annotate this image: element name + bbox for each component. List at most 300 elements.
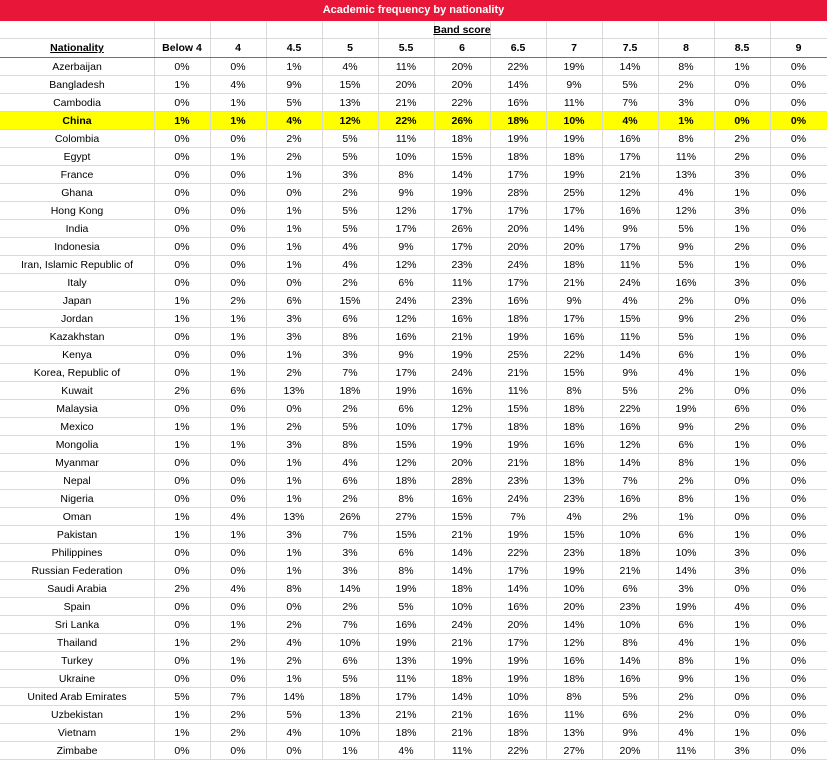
value-cell: 4% [678,727,694,739]
value-cell: 22% [563,349,585,361]
value-cell: 0% [230,277,246,289]
value-cell: 0% [230,601,246,613]
value-cell: 13% [563,727,585,739]
value-cell: 18% [563,673,585,685]
value-cell: 0% [790,223,807,235]
nationality-cell: Uzbekistan [51,709,103,721]
value-cell: 20% [451,457,473,469]
value-cell: 18% [395,727,417,739]
value-cell: 15% [451,511,473,523]
value-cell: 4% [342,259,358,271]
value-cell: 3% [286,439,302,451]
value-cell: 6% [398,547,414,559]
value-cell: 4% [342,61,358,73]
value-cell: 14% [675,565,697,577]
value-cell: 6% [678,349,694,361]
value-cell: 4% [566,511,582,523]
value-cell: 0% [790,187,807,199]
value-cell: 5% [342,151,358,163]
value-cell: 18% [339,385,361,397]
value-cell: 0% [734,295,750,307]
value-cell: 13% [339,97,361,109]
value-cell: 11% [395,673,417,685]
value-cell: 12% [339,115,361,127]
value-cell: 4% [230,79,246,91]
value-cell: 2% [286,151,302,163]
value-cell: 7% [622,475,638,487]
value-cell: 16% [619,205,641,217]
value-cell: 23% [451,295,473,307]
value-cell: 0% [230,547,246,559]
value-cell: 15% [563,529,585,541]
value-cell: 4% [678,637,694,649]
value-cell: 3% [734,745,750,757]
value-cell: 0% [790,241,807,253]
value-cell: 0% [790,205,807,217]
value-cell: 0% [790,367,807,379]
value-cell: 1% [286,241,302,253]
value-cell: 0% [790,547,807,559]
value-cell: 10% [339,727,361,739]
value-cell: 20% [451,61,473,73]
value-cell: 9% [678,241,694,253]
value-cell: 3% [734,205,750,217]
value-cell: 2% [286,619,302,631]
value-cell: 1% [734,259,750,271]
value-cell: 0% [174,97,190,109]
value-cell: 0% [734,475,750,487]
value-cell: 0% [174,61,190,73]
value-cell: 1% [230,421,246,433]
value-cell: 0% [790,421,807,433]
value-cell: 1% [734,367,750,379]
nationality-cell: Philippines [51,547,103,559]
value-cell: 1% [734,349,750,361]
value-cell: 2% [230,727,246,739]
value-cell: 0% [790,259,807,271]
value-cell: 6% [286,295,302,307]
value-cell: 21% [619,565,641,577]
value-cell: 19% [507,439,529,451]
value-cell: 4% [678,367,694,379]
value-cell: 19% [563,133,585,145]
value-cell: 3% [734,565,750,577]
value-cell: 0% [734,583,750,595]
value-cell: 15% [395,529,417,541]
value-cell: 0% [734,97,750,109]
value-cell: 5% [342,421,358,433]
value-cell: 13% [395,655,417,667]
value-cell: 0% [790,385,807,397]
nationality-cell: Hong Kong [50,205,104,217]
value-cell: 0% [790,493,807,505]
value-cell: 7% [342,367,358,379]
value-cell: 17% [507,565,529,577]
value-cell: 5% [286,97,302,109]
value-cell: 8% [678,457,694,469]
value-cell: 16% [563,655,585,667]
column-header: 9 [795,42,802,54]
value-cell: 1% [286,259,302,271]
value-cell: 18% [507,313,529,325]
value-cell: 6% [342,475,358,487]
value-cell: 0% [286,403,302,415]
value-cell: 0% [790,79,807,91]
value-cell: 5% [342,223,358,235]
value-cell: 11% [563,709,585,721]
value-cell: 0% [174,187,190,199]
value-cell: 13% [339,709,361,721]
value-cell: 1% [286,223,302,235]
value-cell: 17% [507,205,529,217]
nationality-cell: China [62,115,92,127]
value-cell: 0% [230,133,246,145]
value-cell: 0% [790,727,807,739]
value-cell: 10% [619,529,641,541]
value-cell: 1% [230,529,246,541]
value-cell: 26% [451,223,473,235]
nationality-cell: Ghana [61,187,93,199]
value-cell: 1% [230,313,246,325]
value-cell: 0% [790,133,807,145]
value-cell: 9% [678,313,694,325]
value-cell: 19% [675,601,697,613]
value-cell: 7% [622,97,638,109]
value-cell: 11% [395,133,417,145]
value-cell: 18% [619,547,641,559]
value-cell: 1% [174,439,190,451]
value-cell: 17% [507,277,529,289]
value-cell: 5% [622,691,638,703]
value-cell: 13% [283,385,305,397]
value-cell: 16% [619,673,641,685]
value-cell: 3% [678,97,694,109]
nationality-cell: Japan [62,295,92,307]
value-cell: 17% [451,205,473,217]
value-cell: 3% [342,547,358,559]
value-cell: 10% [395,151,417,163]
value-cell: 5% [678,259,694,271]
value-cell: 23% [619,601,641,613]
value-cell: 1% [174,727,190,739]
value-cell: 4% [622,115,638,127]
value-cell: 18% [395,475,417,487]
value-cell: 1% [174,709,190,721]
value-cell: 0% [230,169,246,181]
value-cell: 8% [678,133,694,145]
value-cell: 2% [230,709,246,721]
value-cell: 12% [395,205,417,217]
value-cell: 21% [563,277,585,289]
value-cell: 0% [174,349,190,361]
value-cell: 0% [286,745,302,757]
value-cell: 0% [174,457,190,469]
value-cell: 0% [230,493,246,505]
nationality-cell: Iran, Islamic Republic of [20,259,134,271]
value-cell: 19% [507,655,529,667]
column-header: 6.5 [510,42,526,54]
value-cell: 6% [398,403,414,415]
value-cell: 2% [678,79,694,91]
value-cell: 0% [790,583,807,595]
value-cell: 0% [230,241,246,253]
value-cell: 2% [342,601,358,613]
value-cell: 19% [507,331,529,343]
value-cell: 16% [619,493,641,505]
band-score-label: Band score [433,24,491,36]
value-cell: 20% [619,745,641,757]
value-cell: 23% [451,259,473,271]
value-cell: 2% [678,709,694,721]
nationality-cell: Myanmar [55,457,99,469]
value-cell: 0% [734,115,750,127]
value-cell: 1% [286,493,302,505]
value-cell: 1% [734,187,750,199]
value-cell: 1% [286,457,302,469]
value-cell: 0% [230,205,246,217]
value-cell: 4% [678,187,694,199]
nationality-cell: France [60,169,94,181]
value-cell: 2% [230,637,246,649]
value-cell: 0% [174,403,190,415]
value-cell: 4% [622,295,638,307]
value-cell: 15% [451,151,473,163]
value-cell: 6% [342,313,358,325]
value-cell: 28% [507,187,529,199]
value-cell: 0% [230,673,246,685]
value-cell: 1% [286,169,302,181]
value-cell: 1% [734,331,750,343]
nationality-cell: Zimbabe [56,745,98,757]
value-cell: 1% [230,655,246,667]
value-cell: 6% [734,403,750,415]
value-cell: 0% [790,601,807,613]
value-cell: 20% [507,241,529,253]
value-cell: 1% [734,457,750,469]
value-cell: 15% [563,367,585,379]
column-header: 5.5 [398,42,414,54]
column-header: 8.5 [734,42,750,54]
value-cell: 0% [174,601,190,613]
value-cell: 14% [563,223,585,235]
value-cell: 3% [342,349,358,361]
value-cell: 20% [563,241,585,253]
value-cell: 10% [339,637,361,649]
value-cell: 19% [507,529,529,541]
value-cell: 0% [790,349,807,361]
nationality-cell: Saudi Arabia [47,583,107,595]
value-cell: 1% [286,565,302,577]
value-cell: 24% [619,277,641,289]
value-cell: 18% [451,673,473,685]
nationality-cell: Malaysia [56,403,98,415]
value-cell: 1% [734,655,750,667]
value-cell: 14% [451,169,473,181]
value-cell: 0% [230,187,246,199]
value-cell: 17% [395,691,417,703]
value-cell: 21% [507,457,529,469]
value-cell: 14% [451,547,473,559]
value-cell: 0% [790,457,807,469]
value-cell: 21% [451,709,473,721]
value-cell: 10% [563,115,585,127]
value-cell: 17% [451,241,473,253]
value-cell: 0% [790,97,807,109]
value-cell: 0% [230,223,246,235]
value-cell: 18% [563,259,585,271]
value-cell: 5% [678,331,694,343]
value-cell: 9% [678,421,694,433]
value-cell: 0% [174,277,190,289]
value-cell: 9% [678,673,694,685]
nationality-cell: Azerbaijan [52,61,102,73]
value-cell: 0% [790,529,807,541]
value-cell: 1% [734,439,750,451]
value-cell: 2% [678,295,694,307]
value-cell: 16% [507,295,529,307]
value-cell: 6% [342,655,358,667]
value-cell: 0% [174,619,190,631]
nationality-cell: Ukraine [58,673,96,685]
value-cell: 0% [286,601,302,613]
value-cell: 3% [678,583,694,595]
value-cell: 10% [563,583,585,595]
value-cell: 0% [790,439,807,451]
value-cell: 14% [619,457,641,469]
value-cell: 9% [622,727,638,739]
value-cell: 6% [678,529,694,541]
value-cell: 16% [451,313,473,325]
value-cell: 2% [286,133,302,145]
value-cell: 24% [507,493,529,505]
value-cell: 17% [507,637,529,649]
value-cell: 0% [790,619,807,631]
value-cell: 1% [734,223,750,235]
nationality-cell: Korea, Republic of [33,367,121,379]
value-cell: 17% [395,367,417,379]
value-cell: 0% [790,637,807,649]
value-cell: 3% [342,565,358,577]
column-header: 8 [683,42,689,54]
nationality-cell: Nigeria [60,493,94,505]
column-header: 7.5 [622,42,638,54]
value-cell: 3% [734,277,750,289]
value-cell: 24% [451,367,473,379]
value-cell: 1% [174,421,190,433]
value-cell: 0% [174,565,190,577]
value-cell: 14% [563,619,585,631]
value-cell: 16% [451,385,473,397]
value-cell: 4% [286,115,302,127]
value-cell: 20% [507,223,529,235]
value-cell: 5% [286,709,302,721]
value-cell: 0% [790,331,807,343]
value-cell: 26% [339,511,361,523]
value-cell: 1% [734,673,750,685]
value-cell: 6% [398,277,414,289]
value-cell: 23% [563,547,585,559]
value-cell: 18% [507,151,529,163]
value-cell: 20% [451,79,473,91]
value-cell: 1% [734,727,750,739]
value-cell: 24% [507,259,529,271]
value-cell: 21% [451,529,473,541]
value-cell: 1% [230,97,246,109]
value-cell: 16% [451,493,473,505]
value-cell: 12% [675,205,697,217]
value-cell: 23% [563,493,585,505]
value-cell: 2% [734,313,750,325]
value-cell: 5% [398,601,414,613]
value-cell: 8% [566,691,582,703]
nationality-cell: United Arab Emirates [27,691,127,703]
value-cell: 2% [342,277,358,289]
value-cell: 20% [395,79,417,91]
value-cell: 1% [286,673,302,685]
value-cell: 5% [174,691,190,703]
value-cell: 4% [398,745,414,757]
value-cell: 1% [734,529,750,541]
value-cell: 7% [342,529,358,541]
value-cell: 11% [675,745,697,757]
value-cell: 15% [619,313,641,325]
value-cell: 2% [342,403,358,415]
value-cell: 0% [174,547,190,559]
value-cell: 1% [174,529,190,541]
value-cell: 3% [342,169,358,181]
value-cell: 1% [174,79,190,91]
value-cell: 0% [790,511,807,523]
nationality-cell: Kuwait [61,385,93,397]
value-cell: 19% [507,133,529,145]
value-cell: 1% [342,745,358,757]
value-cell: 12% [619,187,641,199]
value-cell: 17% [563,313,585,325]
value-cell: 1% [230,151,246,163]
value-cell: 18% [507,115,529,127]
value-cell: 3% [734,547,750,559]
value-cell: 1% [286,205,302,217]
value-cell: 20% [563,601,585,613]
value-cell: 0% [174,241,190,253]
value-cell: 0% [174,655,190,667]
value-cell: 1% [734,637,750,649]
value-cell: 1% [174,313,190,325]
value-cell: 0% [790,745,807,757]
nationality-cell: Spain [63,601,91,613]
value-cell: 15% [339,79,361,91]
value-cell: 22% [395,115,417,127]
value-cell: 10% [451,601,473,613]
value-cell: 19% [395,385,417,397]
nationality-cell: Indonesia [54,241,100,253]
value-cell: 7% [230,691,246,703]
value-cell: 0% [790,673,807,685]
value-cell: 22% [507,61,529,73]
value-cell: 13% [675,169,697,181]
value-cell: 21% [451,331,473,343]
value-cell: 0% [790,565,807,577]
nationality-cell: Italy [67,277,87,289]
nationality-cell: Kenya [62,349,92,361]
value-cell: 2% [286,421,302,433]
value-cell: 16% [619,133,641,145]
value-cell: 23% [507,475,529,487]
value-cell: 1% [230,115,246,127]
value-cell: 16% [507,709,529,721]
value-cell: 0% [174,151,190,163]
value-cell: 16% [675,277,697,289]
